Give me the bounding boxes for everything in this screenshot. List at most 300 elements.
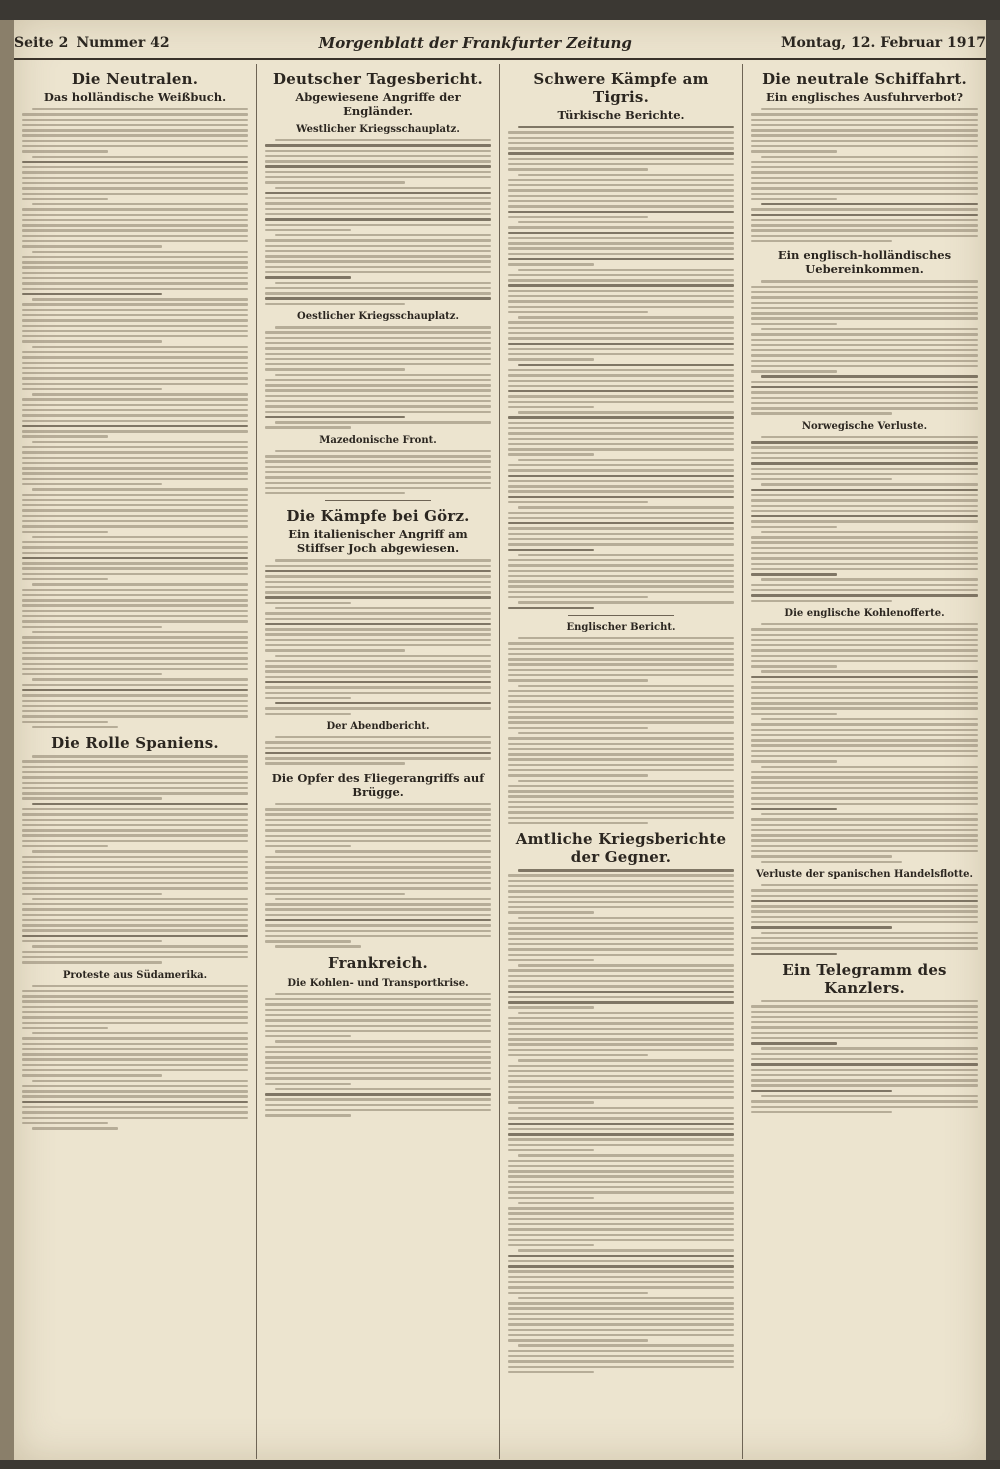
text-line	[751, 150, 837, 152]
text-line	[508, 911, 594, 913]
article-body	[265, 326, 491, 429]
text-line	[22, 903, 248, 905]
text-line	[22, 1022, 248, 1024]
text-line	[751, 478, 892, 480]
text-line	[751, 692, 978, 694]
text-line	[265, 466, 491, 468]
text-line	[32, 898, 248, 900]
text-line	[508, 327, 734, 329]
text-line	[22, 1011, 248, 1013]
text-line	[751, 344, 978, 346]
text-line	[751, 1111, 892, 1113]
headline-bruegge: Die Opfer des Fliegerangriffs auf Brügge.	[271, 770, 485, 799]
text-line	[751, 713, 837, 715]
text-line	[22, 782, 248, 784]
text-line	[508, 1366, 734, 1368]
text-line	[508, 1265, 734, 1267]
text-line	[22, 166, 248, 168]
text-line	[751, 391, 978, 393]
headline-evening-report: Der Abendbericht.	[326, 721, 430, 733]
text-line	[751, 649, 978, 651]
text-line	[751, 339, 978, 341]
text-line	[22, 383, 248, 385]
text-line	[508, 607, 594, 609]
text-line	[508, 348, 734, 350]
text-line	[751, 407, 978, 409]
text-line	[751, 397, 978, 399]
headline-spanish-fleet-losses: Verluste der spanischen Handelsflotte.	[755, 869, 974, 880]
text-line	[265, 426, 351, 428]
text-line	[22, 1053, 248, 1055]
text-line	[265, 197, 491, 199]
text-line	[22, 446, 248, 448]
text-line	[22, 615, 248, 617]
text-line	[22, 388, 162, 390]
text-line	[22, 813, 248, 815]
text-line	[751, 697, 978, 699]
text-line	[751, 349, 978, 351]
text-line	[22, 335, 248, 337]
text-line	[761, 718, 978, 720]
text-line	[265, 813, 491, 815]
text-line	[265, 628, 491, 630]
text-line	[751, 845, 978, 847]
text-line	[22, 673, 162, 675]
text-line	[508, 184, 734, 186]
text-line	[508, 811, 734, 813]
text-line	[22, 684, 248, 686]
text-line	[265, 144, 491, 146]
text-line	[265, 639, 491, 641]
text-line	[508, 1270, 734, 1272]
text-line	[275, 559, 491, 561]
headline-france: Frankreich.	[328, 953, 428, 972]
text-line	[22, 882, 248, 884]
text-line	[751, 1026, 978, 1028]
text-line	[22, 367, 248, 369]
text-line	[265, 835, 491, 837]
text-line	[508, 596, 648, 598]
text-line	[22, 430, 248, 432]
text-line	[22, 914, 248, 916]
text-line	[508, 311, 648, 313]
text-line	[265, 202, 491, 204]
article-body	[508, 637, 734, 824]
text-line	[518, 1249, 734, 1251]
text-line	[751, 193, 978, 195]
text-line	[508, 1038, 734, 1040]
text-line	[508, 806, 734, 808]
text-line	[508, 517, 734, 519]
text-line	[508, 1329, 734, 1331]
text-line	[265, 1093, 491, 1095]
article-body	[265, 559, 491, 715]
text-line	[32, 108, 248, 110]
text-line	[751, 1005, 978, 1007]
text-line	[22, 129, 248, 131]
text-line	[22, 356, 248, 358]
text-line	[751, 360, 978, 362]
text-line	[265, 861, 491, 863]
headline-tigris: Schwere Kämpfe am Tigris.	[533, 70, 709, 106]
text-line	[275, 993, 491, 995]
text-line	[751, 803, 978, 805]
text-line	[22, 935, 248, 937]
text-line	[508, 1334, 734, 1336]
text-line	[508, 1175, 734, 1177]
text-line	[265, 1046, 491, 1048]
text-line	[751, 1042, 837, 1044]
text-line	[751, 386, 978, 388]
text-line	[761, 436, 978, 438]
text-line	[508, 290, 734, 292]
text-line	[508, 716, 734, 718]
text-line	[751, 312, 978, 314]
text-line	[22, 877, 248, 879]
text-line	[22, 594, 248, 596]
text-line	[22, 171, 248, 173]
text-line	[265, 353, 491, 355]
text-line	[751, 182, 978, 184]
text-line	[508, 163, 734, 165]
text-line	[508, 195, 734, 197]
text-line	[751, 219, 978, 221]
text-line	[751, 1058, 978, 1060]
text-line	[518, 174, 734, 176]
text-line	[508, 533, 734, 535]
text-line	[265, 856, 491, 858]
text-line	[32, 726, 118, 728]
text-line	[518, 459, 734, 461]
text-line	[508, 1033, 734, 1035]
text-line	[22, 161, 248, 163]
text-line	[751, 510, 978, 512]
text-line	[22, 531, 108, 533]
text-line	[508, 1022, 734, 1024]
page-number-block	[14, 35, 170, 51]
text-line	[508, 1186, 734, 1188]
text-line	[22, 1064, 248, 1066]
text-line	[22, 787, 248, 789]
text-line	[518, 506, 734, 508]
text-line	[32, 488, 248, 490]
text-line	[22, 182, 248, 184]
text-line	[22, 124, 248, 126]
article-body	[22, 985, 248, 1130]
text-line	[508, 1170, 734, 1172]
text-line	[518, 1059, 734, 1061]
text-line	[508, 1070, 734, 1072]
text-line	[22, 288, 248, 290]
text-line	[751, 926, 892, 928]
text-line	[22, 372, 248, 374]
text-line	[22, 504, 248, 506]
text-line	[275, 655, 491, 657]
text-line	[265, 176, 491, 178]
text-line	[275, 282, 491, 284]
text-line	[265, 379, 491, 381]
text-line	[508, 1255, 734, 1257]
text-line	[508, 1197, 594, 1199]
text-line	[265, 747, 491, 749]
text-line	[508, 527, 734, 529]
text-line	[518, 316, 734, 318]
text-line	[751, 634, 978, 636]
text-line	[751, 323, 837, 325]
text-line	[508, 1006, 594, 1008]
text-line	[32, 850, 248, 852]
text-line	[508, 954, 734, 956]
text-line	[751, 1079, 978, 1081]
section-divider	[568, 615, 674, 616]
text-line	[32, 1080, 248, 1082]
text-line	[265, 384, 491, 386]
text-line	[22, 499, 248, 501]
text-line	[22, 1122, 108, 1124]
subhead-dutch-white-book: Das holländische Weißbuch.	[43, 90, 227, 104]
text-line	[508, 321, 734, 323]
text-line	[22, 705, 248, 707]
text-line	[751, 520, 978, 522]
text-line	[518, 364, 734, 366]
text-line	[508, 700, 734, 702]
text-line	[751, 412, 892, 414]
text-line	[275, 803, 491, 805]
text-line	[22, 589, 248, 591]
section-western-front: Westlicher Kriegsschauplatz.	[296, 124, 460, 135]
text-line	[751, 947, 978, 949]
text-line	[518, 637, 734, 639]
text-line	[265, 686, 491, 688]
text-line	[32, 755, 248, 757]
text-line	[508, 1149, 594, 1151]
text-line	[265, 1019, 491, 1021]
text-line	[275, 374, 491, 376]
text-line	[265, 266, 491, 268]
article-body	[265, 139, 491, 305]
text-line	[275, 736, 491, 738]
text-line	[761, 623, 978, 625]
text-line	[751, 441, 978, 443]
text-line	[22, 861, 248, 863]
text-line	[265, 213, 491, 215]
text-line	[751, 1063, 978, 1065]
text-line	[508, 896, 734, 898]
text-line	[751, 818, 978, 820]
text-line	[22, 919, 248, 921]
text-line	[22, 546, 248, 548]
text-line	[265, 649, 405, 651]
text-line	[508, 306, 734, 308]
text-line	[518, 780, 734, 782]
text-line	[508, 1017, 734, 1019]
text-line	[265, 824, 491, 826]
text-line	[22, 1074, 162, 1076]
text-line	[22, 420, 248, 422]
text-line	[508, 1212, 734, 1214]
text-line	[265, 998, 491, 1000]
text-line	[751, 628, 978, 630]
headline-neutral-shipping: Die neutrale Schiffahrt.	[762, 70, 967, 88]
text-line	[22, 829, 248, 831]
text-line	[751, 526, 837, 528]
text-line	[22, 314, 248, 316]
text-line	[508, 648, 734, 650]
text-line	[265, 591, 491, 593]
text-line	[751, 744, 978, 746]
text-line	[22, 1117, 248, 1119]
text-line	[22, 647, 248, 649]
text-line	[265, 602, 351, 604]
text-line	[265, 1025, 491, 1027]
text-line	[508, 753, 734, 755]
text-line	[265, 871, 491, 873]
text-line	[265, 155, 491, 157]
text-line	[22, 208, 248, 210]
text-line	[518, 221, 734, 223]
text-line	[751, 1084, 978, 1086]
text-line	[751, 1069, 978, 1071]
text-line	[22, 771, 248, 773]
text-line	[265, 670, 491, 672]
text-line	[265, 924, 491, 926]
text-line	[508, 390, 734, 392]
text-line	[22, 398, 248, 400]
text-line	[22, 951, 248, 953]
text-line	[22, 541, 248, 543]
text-line	[508, 242, 734, 244]
text-line	[508, 938, 734, 940]
text-line	[751, 850, 978, 852]
text-line	[751, 113, 978, 115]
text-line	[508, 332, 734, 334]
text-line	[751, 489, 978, 491]
text-line	[22, 808, 248, 810]
text-line	[508, 152, 734, 154]
text-line	[751, 797, 978, 799]
text-line	[508, 1286, 734, 1288]
text-line	[508, 358, 594, 360]
text-line	[508, 885, 734, 887]
text-line	[508, 374, 734, 376]
text-line	[22, 689, 248, 691]
text-line	[22, 760, 248, 762]
text-line	[508, 559, 734, 561]
text-line	[751, 547, 978, 549]
text-line	[508, 564, 734, 566]
text-line	[265, 271, 491, 273]
text-line	[751, 755, 978, 757]
text-line	[518, 964, 734, 966]
text-line	[508, 1065, 734, 1067]
text-line	[508, 1350, 734, 1352]
text-line	[508, 1028, 734, 1030]
text-line	[751, 589, 978, 591]
text-line	[265, 829, 491, 831]
text-line	[518, 917, 734, 919]
text-line	[22, 425, 248, 427]
text-line	[508, 922, 734, 924]
text-line	[508, 432, 734, 434]
text-line	[265, 1009, 491, 1011]
text-line	[761, 884, 978, 886]
subhead-turkish-reports: Türkische Berichte.	[557, 108, 685, 122]
text-line	[265, 676, 491, 678]
text-line	[508, 189, 734, 191]
text-line	[32, 1127, 118, 1129]
subhead-italian-attack: Ein italienischer Angriff am Stiffser Joch abgewiesen.	[288, 527, 468, 556]
section-macedonian-front: Mazedonische Front.	[319, 434, 437, 446]
text-line	[751, 240, 892, 242]
text-line	[508, 948, 734, 950]
text-line	[508, 274, 734, 276]
text-line	[22, 710, 248, 712]
text-line	[751, 639, 978, 641]
text-line	[508, 585, 734, 587]
text-line	[751, 600, 892, 602]
text-line	[22, 845, 108, 847]
text-line	[751, 686, 978, 688]
text-line	[508, 748, 734, 750]
text-line	[508, 1218, 734, 1220]
text-line	[265, 914, 491, 916]
text-line	[265, 255, 491, 257]
text-line	[265, 492, 405, 494]
article-body	[508, 126, 734, 609]
text-line	[265, 757, 491, 759]
text-line	[751, 499, 978, 501]
text-line	[265, 303, 405, 305]
text-line	[275, 1040, 491, 1042]
headline-south-america: Proteste aus Südamerika.	[62, 969, 208, 981]
text-line	[265, 681, 491, 683]
text-line	[22, 150, 108, 152]
text-line	[508, 1086, 734, 1088]
text-line	[22, 214, 248, 216]
text-line	[508, 380, 734, 382]
text-line	[265, 565, 491, 567]
text-line	[22, 956, 248, 958]
text-line	[751, 824, 978, 826]
text-line	[275, 945, 361, 947]
text-line	[751, 166, 978, 168]
text-line	[275, 607, 491, 609]
text-line	[508, 801, 734, 803]
text-line	[22, 715, 248, 717]
text-line	[751, 302, 978, 304]
text-line	[265, 208, 491, 210]
text-line	[761, 156, 978, 158]
text-line	[265, 476, 491, 478]
text-line	[22, 293, 162, 295]
text-line	[751, 1032, 978, 1034]
text-line	[751, 584, 978, 586]
text-line	[275, 234, 491, 236]
text-line	[22, 924, 248, 926]
text-line	[265, 887, 491, 889]
text-line	[508, 932, 734, 934]
text-line	[751, 723, 978, 725]
text-line	[22, 721, 108, 723]
text-line	[761, 328, 978, 330]
text-line	[22, 887, 248, 889]
text-line	[22, 1027, 108, 1029]
subhead-repulsed-attacks: Abgewiesene Angriffe der Engländer.	[295, 90, 461, 118]
text-line	[265, 1035, 351, 1037]
text-line	[275, 850, 491, 852]
article-body	[751, 280, 978, 414]
text-line	[265, 893, 405, 895]
